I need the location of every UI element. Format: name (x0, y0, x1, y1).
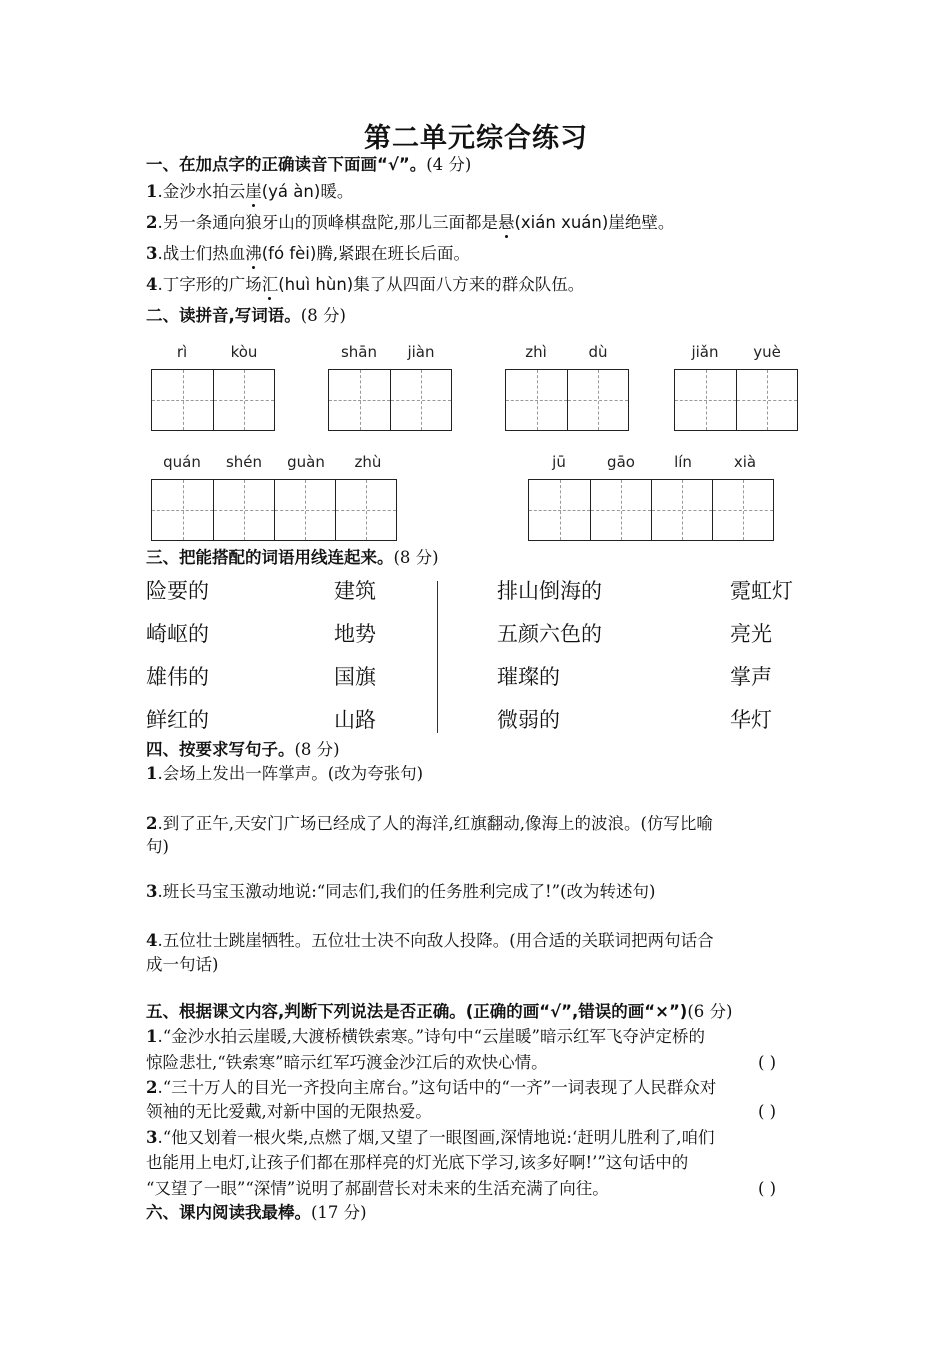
pinyin-label: lín (674, 453, 692, 471)
match-word[interactable]: 地势 (334, 622, 376, 646)
section-5-item-continuation: 也能用上电灯,让孩子们都在那样亮的灯光底下学习,该多好啊!’”这句话中的 (146, 1153, 689, 1172)
match-word[interactable]: 崎岖的 (146, 622, 209, 646)
pinyin-label: kòu (230, 343, 258, 361)
section-1-item (146, 242, 470, 266)
writing-cell[interactable] (152, 370, 213, 430)
section-4-item-continuation: 成一句话) (146, 955, 219, 974)
page-title: 第二单元综合练习 (364, 123, 588, 154)
section-2-heading-text: 二、读拼音,写词语。 (146, 306, 301, 325)
writing-cell[interactable] (675, 370, 736, 430)
dotted-character: 崖 (245, 180, 262, 204)
item-text: .会场上发出一阵掌声。(改为夸张句) (157, 764, 424, 783)
pinyin-label: quán (163, 453, 201, 471)
section-6-heading (146, 1201, 367, 1225)
item-text: .金沙水拍云 (157, 182, 246, 201)
writing-cell[interactable] (590, 480, 651, 540)
section-4-item (146, 929, 714, 953)
item-number: 2 (146, 814, 158, 833)
writing-cell[interactable] (712, 480, 773, 540)
item-number: 2 (146, 1078, 158, 1097)
writing-cell[interactable] (274, 480, 335, 540)
item-text: 集了从四面八方来的群众队伍。 (353, 275, 585, 294)
section-5-item-continuation: 领袖的无比爱戴,对新中国的无限热爱。 (146, 1102, 432, 1121)
pinyin-box-group (674, 343, 800, 433)
item-number: 1 (146, 764, 158, 783)
section-5-item (146, 1076, 716, 1100)
section-4-heading-text: 四、按要求写句子。 (146, 740, 295, 759)
item-text: .战士们热血 (157, 244, 246, 263)
pinyin-label: zhù (354, 453, 382, 471)
match-word[interactable]: 险要的 (146, 579, 209, 603)
item-number: 2 (146, 213, 158, 232)
pinyin-box-group (505, 343, 631, 433)
section-5-item (146, 1126, 714, 1150)
pinyin-label: shén (225, 453, 263, 471)
section-4-item (146, 812, 713, 836)
section-1-points: (4 分) (426, 155, 472, 174)
pinyin-options[interactable]: (yá àn) (261, 182, 321, 201)
pinyin-label: gāo (607, 453, 635, 471)
match-word[interactable]: 微弱的 (497, 708, 560, 732)
item-text: .五位壮士跳崖牺牲。五位壮士决不向敌人投降。(用合适的关联词把两句话合 (157, 931, 714, 950)
pinyin-label: xià (733, 453, 757, 471)
match-word[interactable]: 璀璨的 (497, 665, 560, 689)
section-5-heading-text: 五、根据课文内容,判断下列说法是否正确。(正确的画“√”,错误的画“×”) (146, 1002, 688, 1021)
pinyin-options[interactable]: (fó fèi) (261, 244, 317, 263)
item-text: .“他又划着一根火柴,点燃了烟,又望了一眼图画,深情地说:‘赶明儿胜利了,咱们 (157, 1128, 715, 1147)
writing-cell[interactable] (651, 480, 712, 540)
section-3-heading-text: 三、把能搭配的词语用线连起来。 (146, 548, 394, 567)
answer-parentheses[interactable]: ( ) (758, 1179, 777, 1198)
item-text: .另一条通向狼牙山的顶峰棋盘陀,那儿三面都是 (157, 213, 498, 232)
match-word[interactable]: 亮光 (730, 622, 772, 646)
writing-cell[interactable] (390, 370, 451, 430)
section-4-heading (146, 738, 340, 762)
dotted-character: 汇 (262, 273, 279, 297)
item-number: 3 (146, 244, 158, 263)
item-text: .“金沙水拍云崖暖,大渡桥横铁索寒。”诗句中“云崖暖”暗示红军飞夺泸定桥的 (157, 1027, 705, 1046)
pinyin-label: guàn (287, 453, 325, 471)
match-word[interactable]: 华灯 (730, 708, 772, 732)
match-word[interactable]: 五颜六色的 (497, 622, 602, 646)
item-text: 腾,紧跟在班长后面。 (316, 244, 471, 263)
writing-cell[interactable] (506, 370, 567, 430)
pinyin-box-group (528, 453, 778, 543)
section-2-points: (8 分) (300, 306, 346, 325)
pinyin-label: jū (552, 453, 566, 471)
item-number: 4 (146, 931, 158, 950)
writing-cell[interactable] (329, 370, 390, 430)
writing-cell[interactable] (529, 480, 590, 540)
item-number: 3 (146, 882, 158, 901)
section-1-heading (146, 153, 471, 177)
item-number: 4 (146, 275, 158, 294)
match-word[interactable]: 雄伟的 (146, 665, 209, 689)
pinyin-options[interactable]: (xián xuán) (514, 213, 609, 232)
pinyin-label: shān (340, 343, 378, 361)
section-1-item (146, 180, 353, 204)
section-3-heading (146, 546, 439, 570)
dotted-character: 悬 (498, 211, 515, 235)
section-4-points: (8 分) (294, 740, 340, 759)
section-5-points: (6 分) (687, 1002, 733, 1021)
section-4-item (146, 880, 655, 904)
section-4-item (146, 762, 423, 786)
match-word[interactable]: 排山倒海的 (497, 579, 602, 603)
section-1-item (146, 273, 584, 297)
pinyin-box-group (151, 343, 277, 433)
match-word[interactable]: 国旗 (334, 665, 376, 689)
writing-cell[interactable] (335, 480, 396, 540)
section-6-points: (17 分) (311, 1203, 367, 1222)
pinyin-label: yuè (753, 343, 781, 361)
item-number: 3 (146, 1128, 158, 1147)
item-text: 崖绝壁。 (608, 213, 675, 232)
pinyin-options[interactable]: (huì hùn) (278, 275, 354, 294)
match-word[interactable]: 掌声 (730, 665, 772, 689)
section-3-points: (8 分) (393, 548, 439, 567)
writing-cell[interactable] (213, 370, 274, 430)
section-2-heading (146, 304, 346, 328)
section-1-item (146, 211, 674, 235)
item-text: 暖。 (320, 182, 354, 201)
pinyin-box-group (328, 343, 454, 433)
dotted-character: 沸 (245, 242, 262, 266)
pinyin-label: dù (588, 343, 608, 361)
match-word[interactable]: 山路 (334, 708, 376, 732)
item-text: .班长马宝玉激动地说:“同志们,我们的任务胜利完成了!”(改为转述句) (157, 882, 656, 901)
section-1-heading-text: 一、在加点字的正确读音下面画“√”。 (146, 155, 427, 174)
writing-cell[interactable] (736, 370, 797, 430)
item-number: 1 (146, 182, 158, 201)
writing-cell[interactable] (567, 370, 628, 430)
pinyin-label: jiǎn (691, 343, 719, 361)
pinyin-label: zhì (525, 343, 547, 361)
writing-cell[interactable] (213, 480, 274, 540)
match-word[interactable]: 霓虹灯 (730, 579, 793, 603)
section-5-heading (146, 1000, 732, 1024)
section-4-item-continuation: 句) (146, 837, 169, 856)
item-text: .“三十万人的目光一齐投向主席台。”这句话中的“一齐”一词表现了人民群众对 (157, 1078, 717, 1097)
pinyin-label: rì (176, 343, 188, 361)
match-word[interactable]: 鲜红的 (146, 708, 209, 732)
section-5-item (146, 1025, 705, 1049)
pinyin-label: jiàn (407, 343, 435, 361)
pinyin-box-group (151, 453, 401, 543)
section-5-item-continuation: “又望了一眼”“深情”说明了郝副营长对未来的生活充满了向往。 (146, 1179, 609, 1198)
column-divider (437, 581, 438, 733)
item-text: .丁字形的广场 (157, 275, 262, 294)
item-text: .到了正午,天安门广场已经成了人的海洋,红旗翻动,像海上的波浪。(仿写比喻 (157, 814, 713, 833)
writing-cell[interactable] (152, 480, 213, 540)
answer-parentheses[interactable]: ( ) (758, 1102, 777, 1121)
section-6-heading-text: 六、课内阅读我最棒。 (146, 1203, 311, 1222)
item-number: 1 (146, 1027, 158, 1046)
section-5-item-continuation: 惊险悲壮,“铁索寒”暗示红军巧渡金沙江后的欢快心情。 (146, 1053, 548, 1072)
match-word[interactable]: 建筑 (334, 579, 376, 603)
answer-parentheses[interactable]: ( ) (758, 1053, 777, 1072)
